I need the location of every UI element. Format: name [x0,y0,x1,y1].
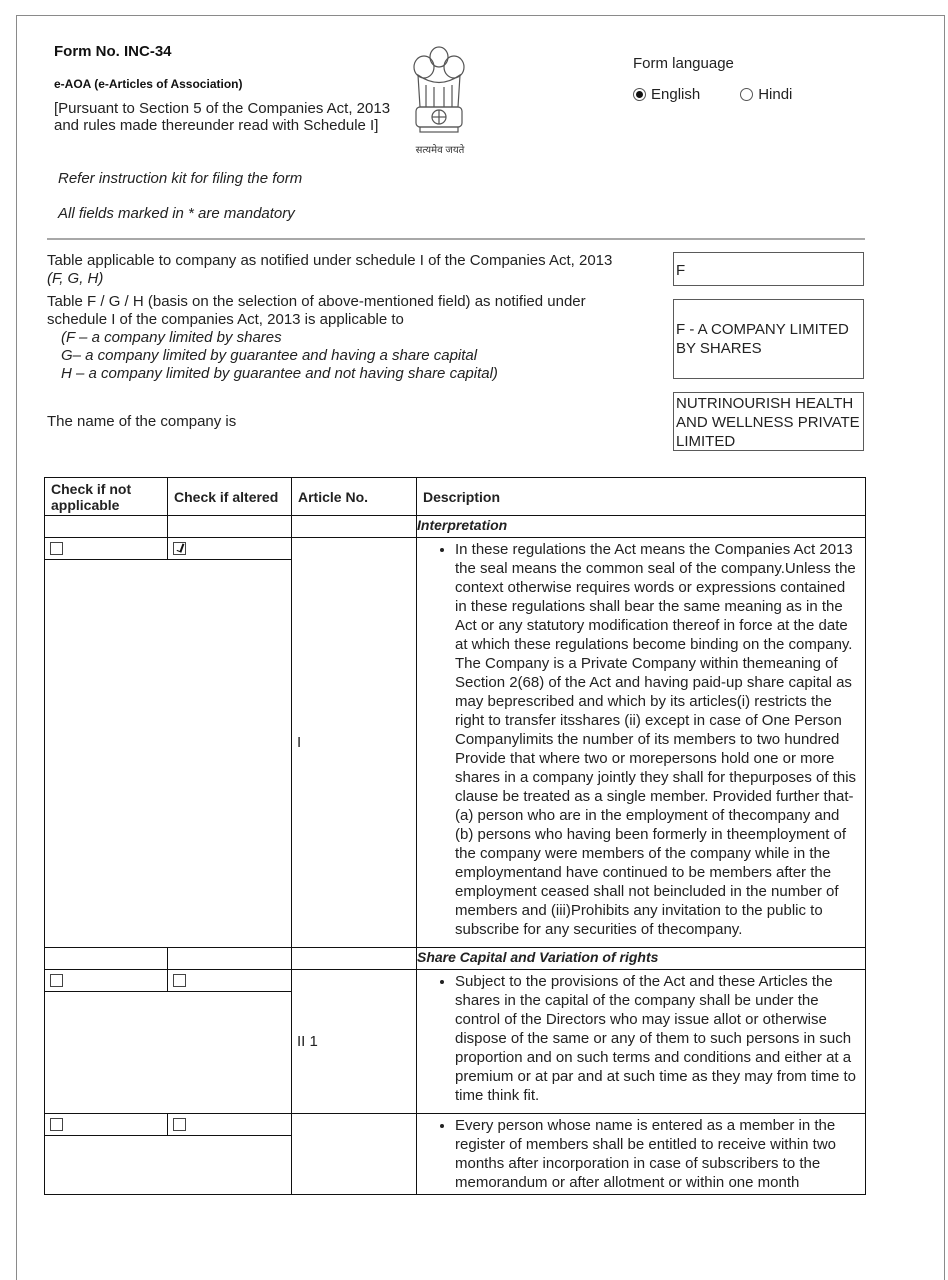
alteration-detail-area [45,560,292,948]
form-number: Form No. INC-34 [54,43,172,60]
table-fgh-label [47,293,647,383]
description-text: • Every person whose name is entered as a member in the register of members shall be entitled to receive within two months after incorporation in case of subscribers to the memorandum or after allotment or within one month [455,1116,859,1192]
company-name-label: The name of the company is [47,413,237,430]
table-fgh-option-h: H – a company limited by guarantee and not having share capital) [61,365,498,382]
section-row [45,948,866,970]
table-applicable-field[interactable]: F [673,252,864,286]
pursuant-text: [Pursuant to Section 5 of the Companies Act, 2013 and rules made thereunder read with Schedule I] [54,100,391,134]
section-title: Interpretation [417,516,866,538]
article-description [417,538,866,948]
article-description [417,970,866,1114]
column-header-description: Description [417,478,866,516]
section-title: Share Capital and Variation of rights [417,948,866,970]
language-option-label: English [651,86,701,103]
articles-table [44,477,866,1195]
alteration-detail-area [45,992,292,1114]
article-description [417,1114,866,1195]
column-header-article-no: Article No. [292,478,417,516]
section-divider [47,238,865,240]
refer-instruction-note: Refer instruction kit for filing the form [58,170,303,187]
table-fgh-field[interactable]: F - A COMPANY LIMITED BY SHARES [673,299,864,379]
column-header-altered: Check if altered [168,478,292,516]
table-applicable-label [47,252,667,288]
form-language-radio-group [633,86,792,103]
form-subtitle: e-AOA (e-Articles of Association) [54,77,243,91]
table-applicable-note: (F, G, H) [47,270,104,287]
radio-selected-icon[interactable] [633,88,646,101]
column-header-not-applicable: Check if not applicable [45,478,168,516]
not-applicable-checkbox[interactable] [50,1118,63,1131]
table-fgh-option-f: (F – a company limited by shares [61,329,282,346]
article-number: I [292,538,417,948]
table-fgh-label-text: Table F / G / H (basis on the selection of above-mentioned field) as notified under schedule I of the companies Act, 2013 is applicable to [47,293,586,328]
article-number: II 1 [292,970,417,1114]
national-emblem-icon [404,35,474,155]
altered-checkbox[interactable] [173,1118,186,1131]
table-row [45,1114,866,1136]
table-row [45,970,866,992]
table-row [45,538,866,560]
not-applicable-checkbox[interactable] [50,974,63,987]
article-number [292,1114,417,1195]
description-text: • Subject to the provisions of the Act and these Articles the shares in the capital of the company shall be under the control of the Directors who may issue allot or otherwise dispose of the same or any of them to such persons in such proportion and on such terms and conditions and either at a premium or at par and at such time as they may from time to time think fit. [455,972,859,1105]
altered-checkbox[interactable] [173,542,186,555]
radio-unselected-icon[interactable] [740,88,753,101]
not-applicable-checkbox[interactable] [50,542,63,555]
section-row [45,516,866,538]
description-text: • In these regulations the Act means the Companies Act 2013 the seal means the common seal of the company.Unless the context otherwise requires words or expressions contained in these regulations shall bear the same meaning as in the Act or any statutory modification thereof in force at the date at which these regulations become binding on the company. The Company is a Private Company within themeaning of Section 2(68) of the Act and having paid-up share capital as may beprescribed and which by its articles(i) restricts the right to transfer itsshares (ii) except in case of One Person Companylimits the number of its members to two hundred Provide that where two or morepersons hold one or more shares in a company jointly they shall for thepurposes of this clause be treated as a single member. Provided further that- (a) person who are in the employment of thecompany and (b) persons who having been formerly in theemployment of the company were members of the company while in the employmentand have continued to be members after the employment ceased shall not beincluded in the number of members and (iii)Prohibits any invitation to the public to subscribe for any securities of thecompany. [455,540,859,939]
form-language-label: Form language [633,55,734,72]
altered-checkbox[interactable] [173,974,186,987]
alteration-detail-area [45,1136,292,1195]
mandatory-note: All fields marked in * are mandatory [58,205,295,222]
emblem-motto: सत्यमेव जयते [415,145,465,156]
table-applicable-label-text: Table applicable to company as notified under schedule I of the Companies Act, 2013 [47,252,613,269]
language-radio-english[interactable] [633,86,700,103]
table-fgh-option-g: G– a company limited by guarantee and having a share capital [61,347,478,364]
language-radio-hindi[interactable] [740,86,792,103]
company-name-field[interactable]: NUTRINOURISH HEALTH AND WELLNESS PRIVATE LIMITED [673,392,864,451]
table-header-row [45,478,866,516]
language-option-label: Hindi [758,86,793,103]
